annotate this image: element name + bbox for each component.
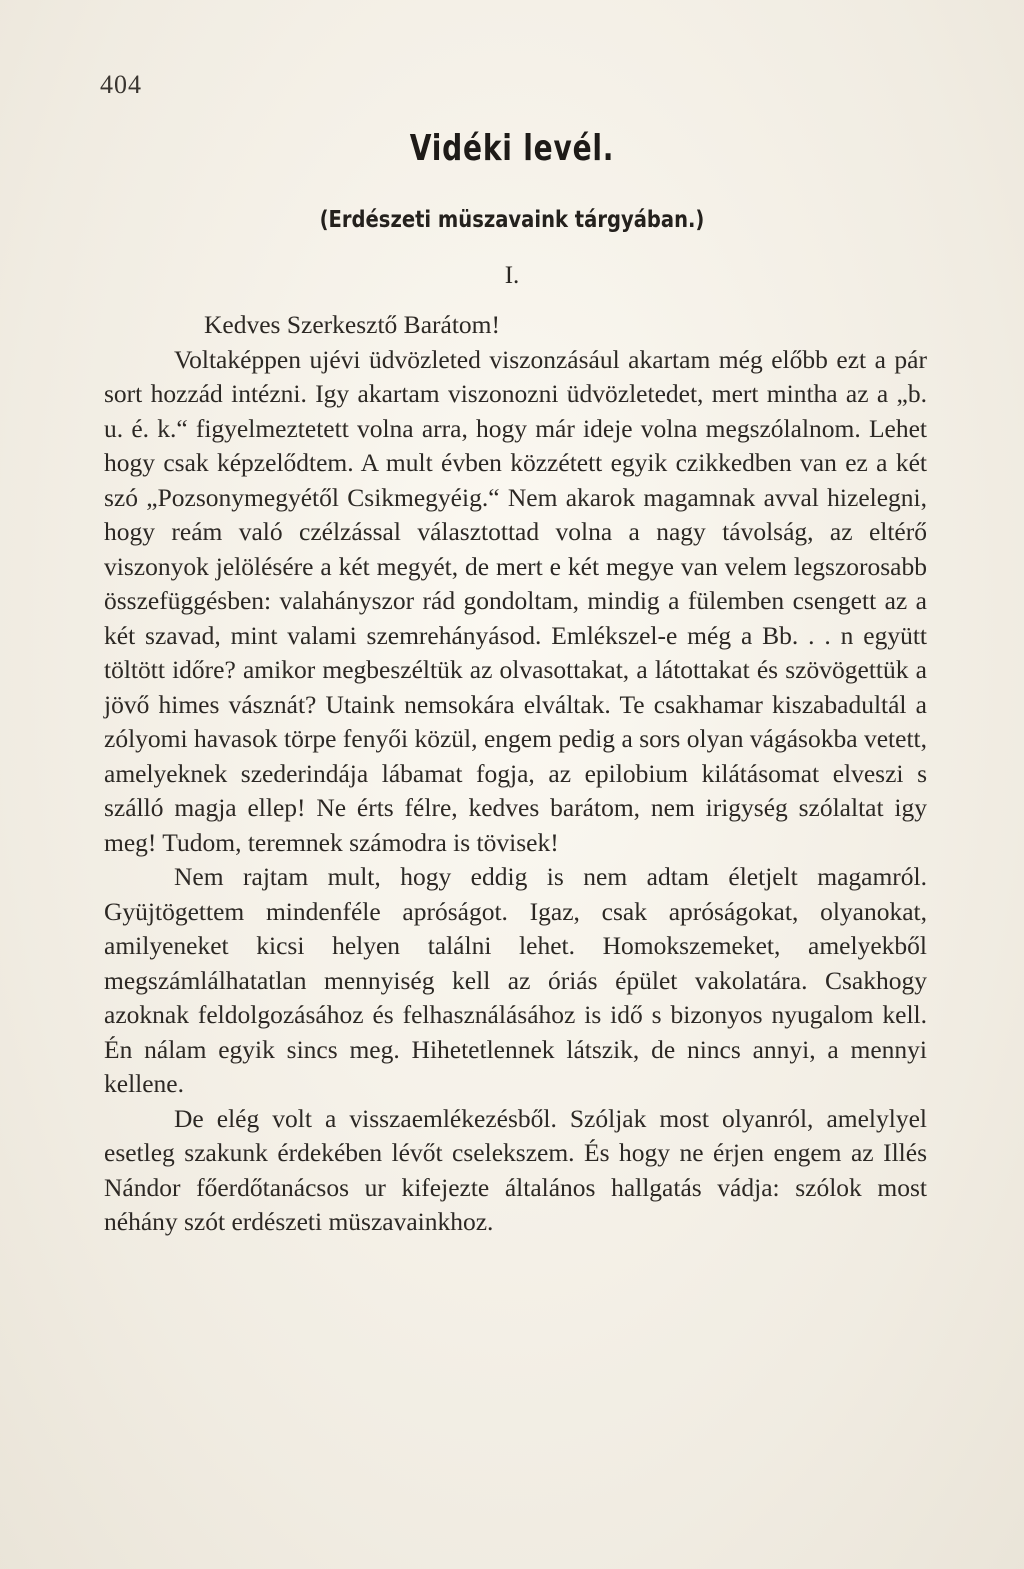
body-text xyxy=(104,308,927,1240)
paragraph-1: Voltaképpen ujévi üdvözleted viszonzásául akartam még előbb ezt a pár sort hozzád intézni. Igy akartam viszonozni üdvözletedet, mert mintha az a „b. u. é. k.“ figyelmeztetett volna arra, hogy már ideje volna megszólalnom. Lehet hogy csak képzelődtem. A mult évben közzétett egyik czikkedben van ez a két szó „Pozsonymegyétől Csikmegyéig.“ Nem akarok magamnak avval hizelegni, hogy reám való czélzással választottad volna a nagy távolság, az eltérő viszonyok jelölésére a két megyét, de mert e két megye van velem legszorosabb összefüggésben: valahányszor rád gondoltam, mindig a fülemben csengett az a két szavad, mint valami szemrehányásod. Emlékszel-e még a Bb. . . n együtt töltött időre? amikor megbeszéltük az olvasottakat, a látottakat és szövögettük a jövő himes vásznát? Utaink nemsokára elváltak. Te csakhamar kiszabadultál a zólyomi havasok törpe fenyői közül, engem pedig a sors olyan vágásokba vetett, amelyeknek szederindája lábamat fogja, az epilobium kilátásomat elveszi s szálló magja ellep! Ne érts félre, kedves barátom, nem irigység szólaltat igy meg! Tudom, teremnek számodra is tövisek! xyxy=(104,344,927,857)
salutation: Kedves Szerkesztő Barátom! xyxy=(204,310,500,339)
paragraph-2: Nem rajtam mult, hogy eddig is nem adtam életjelt magamról. Gyüjtögettem mindenféle apróságot. Igaz, csak apróságokat, olyanokat, amilyeneket kicsi helyen találni lehet. Homokszemeket, amelyekből megszámlálhatatlan mennyiség kell az óriás épület vakolatára. Csakhogy azoknak feldolgozásához és felhasználásához is idő s bizonyos nyugalom kell. Én nálam egyik sincs meg. Hihetetlennek látszik, de nincs annyi, a mennyi kellene. xyxy=(104,862,927,1098)
article-subtitle: (Erdészeti müszavaink tárgyában.) xyxy=(319,207,705,233)
paragraph-3: De elég volt a visszaemlékezésből. Szóljak most olyanról, amelylyel esetleg szakunk érdekében lévőt cselekszem. És hogy ne érjen engem az Illés Nándor főerdőtanácsos ur kifejezte általános hallgatás vádja: szólok most néhány szót erdészeti müszavainkhoz. xyxy=(104,1103,927,1236)
article-title: Vidéki levél. xyxy=(409,128,615,169)
page-number: 404 xyxy=(100,70,142,99)
section-number: I. xyxy=(504,262,520,289)
